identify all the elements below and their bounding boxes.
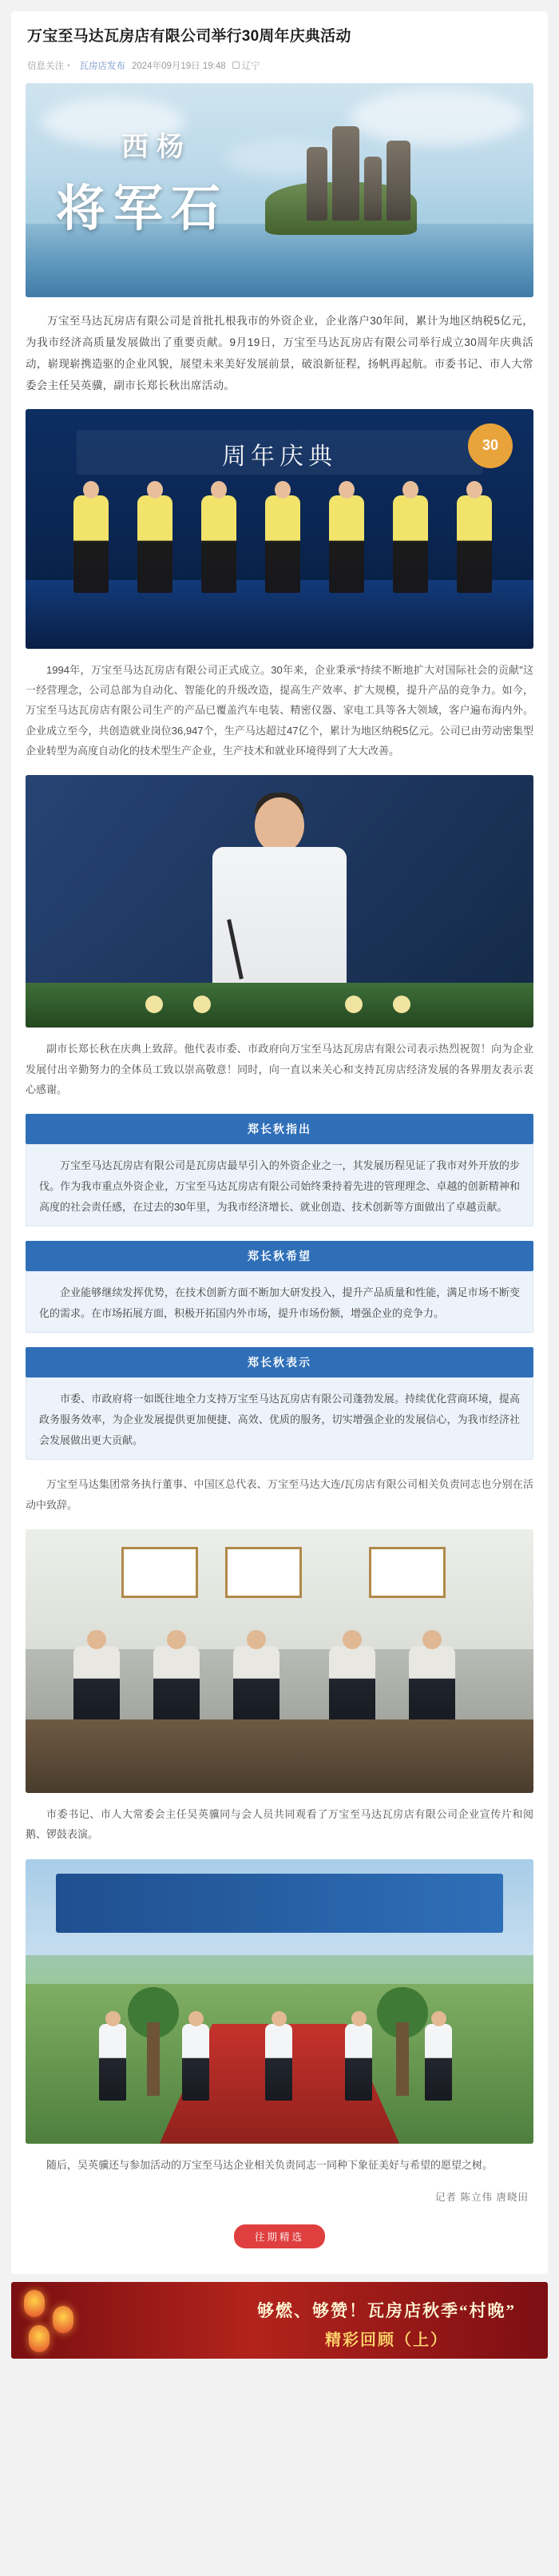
article-signature: 记者 陈立伟 唐晓田 — [435, 2192, 529, 2204]
meta-datetime: 2024年09月19日 19:48 — [132, 61, 226, 71]
wall-frame — [121, 1547, 198, 1598]
photo-tree-planting — [26, 1859, 533, 2144]
photo2-caption: 副市长郑长秋在庆典上致辞。他代表市委、市政府向万宝至马达瓦房店有限公司表示热烈祝贺！向为企业发展付出辛勤努力的全体员工致以崇高敬意！同时，向一直以来关心和支持瓦房店经济发展的各界朋友表示衷心感谢。 — [26, 1043, 533, 1095]
conference-table — [26, 1719, 533, 1793]
section-heading-1: 郑长秋指出 — [26, 1114, 533, 1144]
past-highlights-divider — [26, 2224, 533, 2248]
speaker-body — [212, 847, 347, 989]
photo-seated-viewing — [26, 1529, 533, 1793]
section-heading-2: 郑长秋希望 — [26, 1241, 533, 1271]
hero-title-line1: 西杨 — [121, 132, 192, 162]
cloud-shape — [350, 89, 525, 145]
hero-title-line2: 将军石 — [56, 181, 229, 237]
lantern-icon — [29, 2325, 50, 2352]
meta-origin — [232, 59, 260, 72]
section-text-2: 企业能够继续发挥优势，在技术创新方面不断加大研发投入，提升产品质量和性能，满足市场不断变化的需求。在市场拓展方面，积极开拓国内外市场，提升市场份额，增强企业的竞争力。 — [39, 1286, 520, 1320]
stage-banner-text: 周年庆典 — [222, 443, 337, 470]
hero-image — [26, 83, 533, 297]
rock-shape — [387, 141, 410, 221]
wall-frame — [369, 1547, 446, 1598]
meta-author-label: 信息关注・ — [27, 61, 73, 71]
photo1-caption: 1994年，万宝至马达瓦房店有限公司正式成立。30年来，企业秉承“持续不断地扩大对国际社会的贡献”这一经营理念，公司总部为自动化、智能化的升级改造，提高生产效率、扩大规模，提升产品的竞争力。如今，万宝至马达瓦房店有限公司生产的产品已覆盖汽车电装、精密仪器、家电工具等各大领域，客户遍布海内外。企业成立至今，共创造就业岗位36,947个，生产马达超过47亿个，累计为地区纳税5亿元。公司已由劳动密集型企业转型为高度自动化的技术型生产企业，生产技术和就业环境得到了大大改善。 — [26, 663, 533, 757]
wall-frame — [225, 1547, 302, 1598]
meta-origin-label: 辽宁 — [241, 61, 260, 71]
photo4-caption: 随后，吴英骥还与参加活动的万宝至马达企业相关负责同志一同种下象征美好与希望的愿望之树。 — [46, 2158, 494, 2171]
article-meta — [27, 59, 533, 72]
article-card — [11, 11, 548, 2274]
promo-line1: 够燃、够赞！瓦房店秋季“村晚” — [257, 2301, 516, 2321]
photo-speaker — [26, 775, 533, 1028]
intro-paragraph: 万宝至马达瓦房店有限公司是首批扎根我市的外资企业，企业落户30年间，累计为地区纳税5亿元，为我市经济高质量发展做出了重要贡献。9月19日，万宝至马达瓦房店有限公司举行成立30周年庆典活动，崭现崭携造驱的企业风貌，展望未来美好发展前景，破浪新征程，扬帆再起航。市委书记、市人大常委会主任吴英骥，副市长郑长秋出席活动。 — [26, 314, 533, 392]
rock-shape — [307, 147, 327, 221]
rock-shape — [364, 157, 382, 221]
section-text-3: 市委、市政府将一如既往地全力支持万宝至马达瓦房店有限公司蓬勃发展。持续优化营商环境，提高政务服务效率，为企业发展提供更加便捷、高效、优质的服务，切实增强企业的发展信心，为我市经济社会发展做出更大贡献。 — [39, 1393, 520, 1447]
rock-shape — [332, 126, 359, 221]
event-backdrop-banner — [56, 1874, 503, 1933]
after-sections-paragraph: 万宝至马达集团常务执行董事、中国区总代表、万宝至马达大连/瓦房店有限公司相关负责同志也分别在活动中致辞。 — [26, 1478, 533, 1511]
speaker-head — [255, 797, 304, 853]
lantern-icon — [24, 2290, 45, 2317]
promo-card[interactable] — [11, 2282, 548, 2359]
hero-title — [56, 125, 228, 240]
section-heading-3: 郑长秋表示 — [26, 1347, 533, 1377]
anniversary-badge-icon: 30 — [468, 423, 513, 468]
section-body-1 — [26, 1144, 533, 1226]
lantern-icon — [53, 2306, 73, 2333]
location-icon — [232, 62, 240, 69]
meta-source[interactable]: 瓦房店发布 — [79, 61, 125, 71]
section-body-2 — [26, 1271, 533, 1333]
promo-text — [257, 2298, 516, 2350]
page-title: 万宝至马达瓦房店有限公司举行30周年庆典活动 — [27, 28, 351, 45]
photo-ceremony-group — [26, 409, 533, 649]
section-text-1: 万宝至马达瓦房店有限公司是瓦房店最早引入的外资企业之一，其发展历程见证了我市对外开放的步伐。作为我市重点外资企业，万宝至马达瓦房店有限公司始终秉持着先进的管理理念、卓越的创新精神和高度的社会责任感，在过去的30年里，为我市经济增长、就业创造、技术创新等方面做出了卓越贡献。 — [39, 1159, 520, 1214]
photo3-caption: 市委书记、市人大常委会主任吴英骥同与会人员共同观看了万宝至马达瓦房店有限公司企业宣传片和阅鹅、锣鼓表演。 — [26, 1807, 533, 1841]
promo-line2: 精彩回顾（上） — [325, 2332, 448, 2350]
section-body-3 — [26, 1377, 533, 1460]
past-highlights-label: 往期精选 — [234, 2224, 325, 2248]
flower-row — [26, 983, 533, 1028]
